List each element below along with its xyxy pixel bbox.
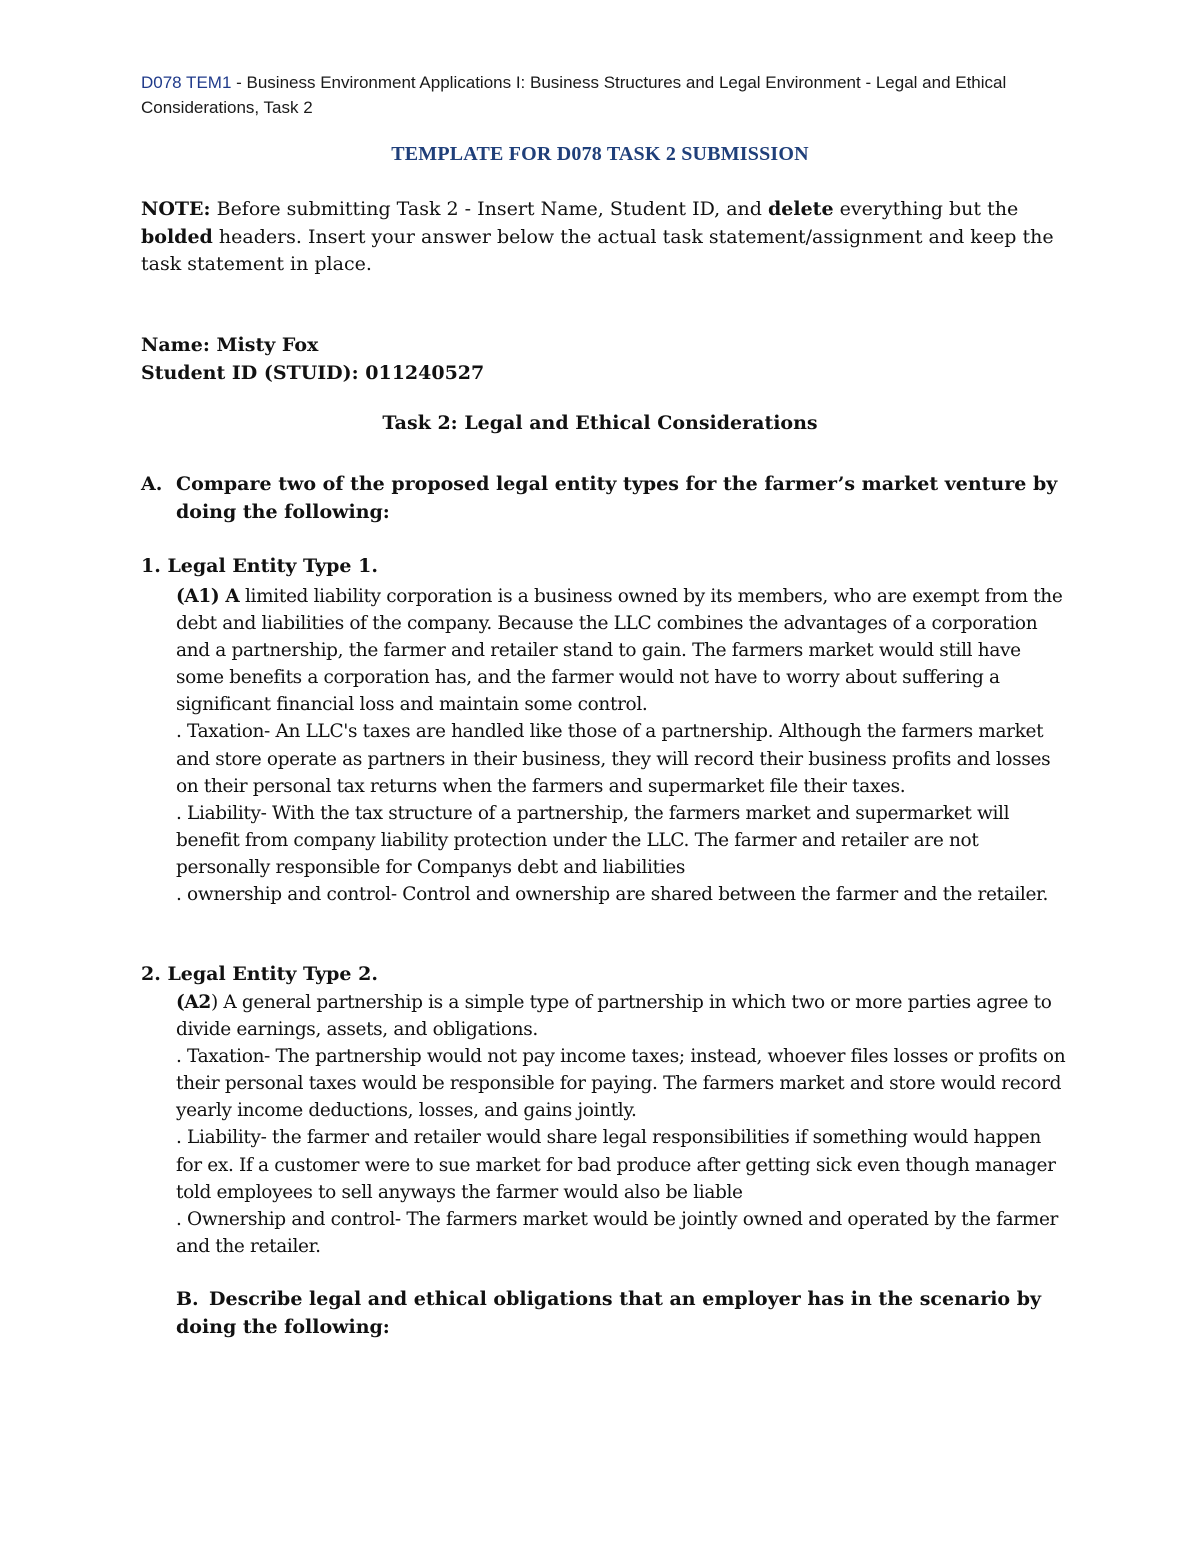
entity-2-intro-text: A general partnership is a simple type of partnership in which two or more parties agree to divide earnings, assets, and obligations.	[176, 992, 1052, 1041]
note-delete-word: delete	[768, 198, 834, 220]
task-heading: Task 2: Legal and Ethical Considerations	[382, 412, 818, 434]
note-label: NOTE:	[141, 198, 211, 220]
entity-2-intro	[176, 989, 1066, 1043]
note-text-2: everything but the	[833, 198, 1019, 220]
section-b-text-content: Describe legal and ethical obligations that an employer has in the scenario by doing the following:	[176, 1288, 1042, 1338]
section-a-letter: A.	[141, 473, 163, 495]
entity-2-taxation: . Taxation- The partnership would not pay income taxes; instead, whoever files losses or profits on their personal taxes would be responsible for paying. The farmers market and store would record yearly income deductions, losses, and gains jointly.	[176, 1046, 1066, 1122]
note-paragraph	[141, 196, 1071, 279]
entity-1-intro-text: limited liability corporation is a business owned by its members, who are exempt from the debt and liabilities of the company. Because the LLC combines the advantages of a corporation and a partnership, the farmer and retailer stand to gain. The farmers market would still have some benefits a corporation has, and the farmer would not have to worry about suffering a significant financial loss and maintain some control.	[176, 586, 1063, 716]
student-id: Student ID (STUID): 011240527	[141, 361, 485, 384]
entity-1-intro	[176, 583, 1066, 718]
note-text-3: headers. Insert your answer below the actual task statement/assignment and keep the task statement in place.	[141, 225, 1054, 275]
entity-2-liability: . Liability- the farmer and retailer would share legal responsibilities if something would happen for ex. If a customer were to sue market for bad produce after getting sick even though manager told employees to sell anyways the farmer would also be liable	[176, 1127, 1056, 1203]
entity-1-taxation: . Taxation- An LLC's taxes are handled like those of a partnership. Although the farmers market and store operate as partners in their business, they will record their business profits and losses on their personal tax returns when the farmers and supermarket file their taxes.	[176, 721, 1051, 797]
entity-1-liability: . Liability- With the tax structure of a partnership, the farmers market and supermarket will benefit from company liability protection under the LLC. The farmer and retailer are not personally responsible for Companys debt and liabilities	[176, 802, 1010, 878]
entity-2-tag: (A2	[176, 992, 211, 1013]
course-description: - Business Environment Applications I: Business Structures and Legal Environment - Legal and Ethical Considerations, Task 2	[141, 73, 1007, 117]
note-bolded-word: bolded	[141, 225, 213, 248]
document-header	[141, 70, 1061, 120]
student-name: Name: Misty Fox	[141, 334, 319, 356]
note-text-1: Before submitting Task 2 - Insert Name, Student ID, and	[210, 198, 768, 220]
student-info	[141, 332, 1041, 387]
section-b-text	[176, 1286, 1061, 1341]
entity-1-tag: (A1) A	[176, 586, 240, 607]
entity-2-heading: 2. Legal Entity Type 2.	[141, 963, 378, 985]
course-code: D078 TEM1	[141, 73, 232, 92]
section-b-letter: B.	[176, 1288, 199, 1310]
section-b-prompt	[141, 1286, 1061, 1341]
entity-1-heading: 1. Legal Entity Type 1.	[141, 555, 378, 577]
entity-1-ownership: . ownership and control- Control and ownership are shared between the farmer and the retailer.	[176, 884, 1049, 906]
entity-2-ownership: . Ownership and control- The farmers market would be jointly owned and operated by the farmer and the retailer.	[176, 1208, 1059, 1257]
section-a-prompt	[141, 471, 1061, 526]
entity-2-tag-close: )	[210, 992, 218, 1013]
section-a-text: Compare two of the proposed legal entity types for the farmer’s market venture by doing the following:	[176, 473, 1058, 523]
entity-2-body	[176, 989, 1066, 1260]
entity-1-body	[176, 583, 1066, 908]
document-title: TEMPLATE FOR D078 TASK 2 SUBMISSION	[391, 143, 809, 165]
